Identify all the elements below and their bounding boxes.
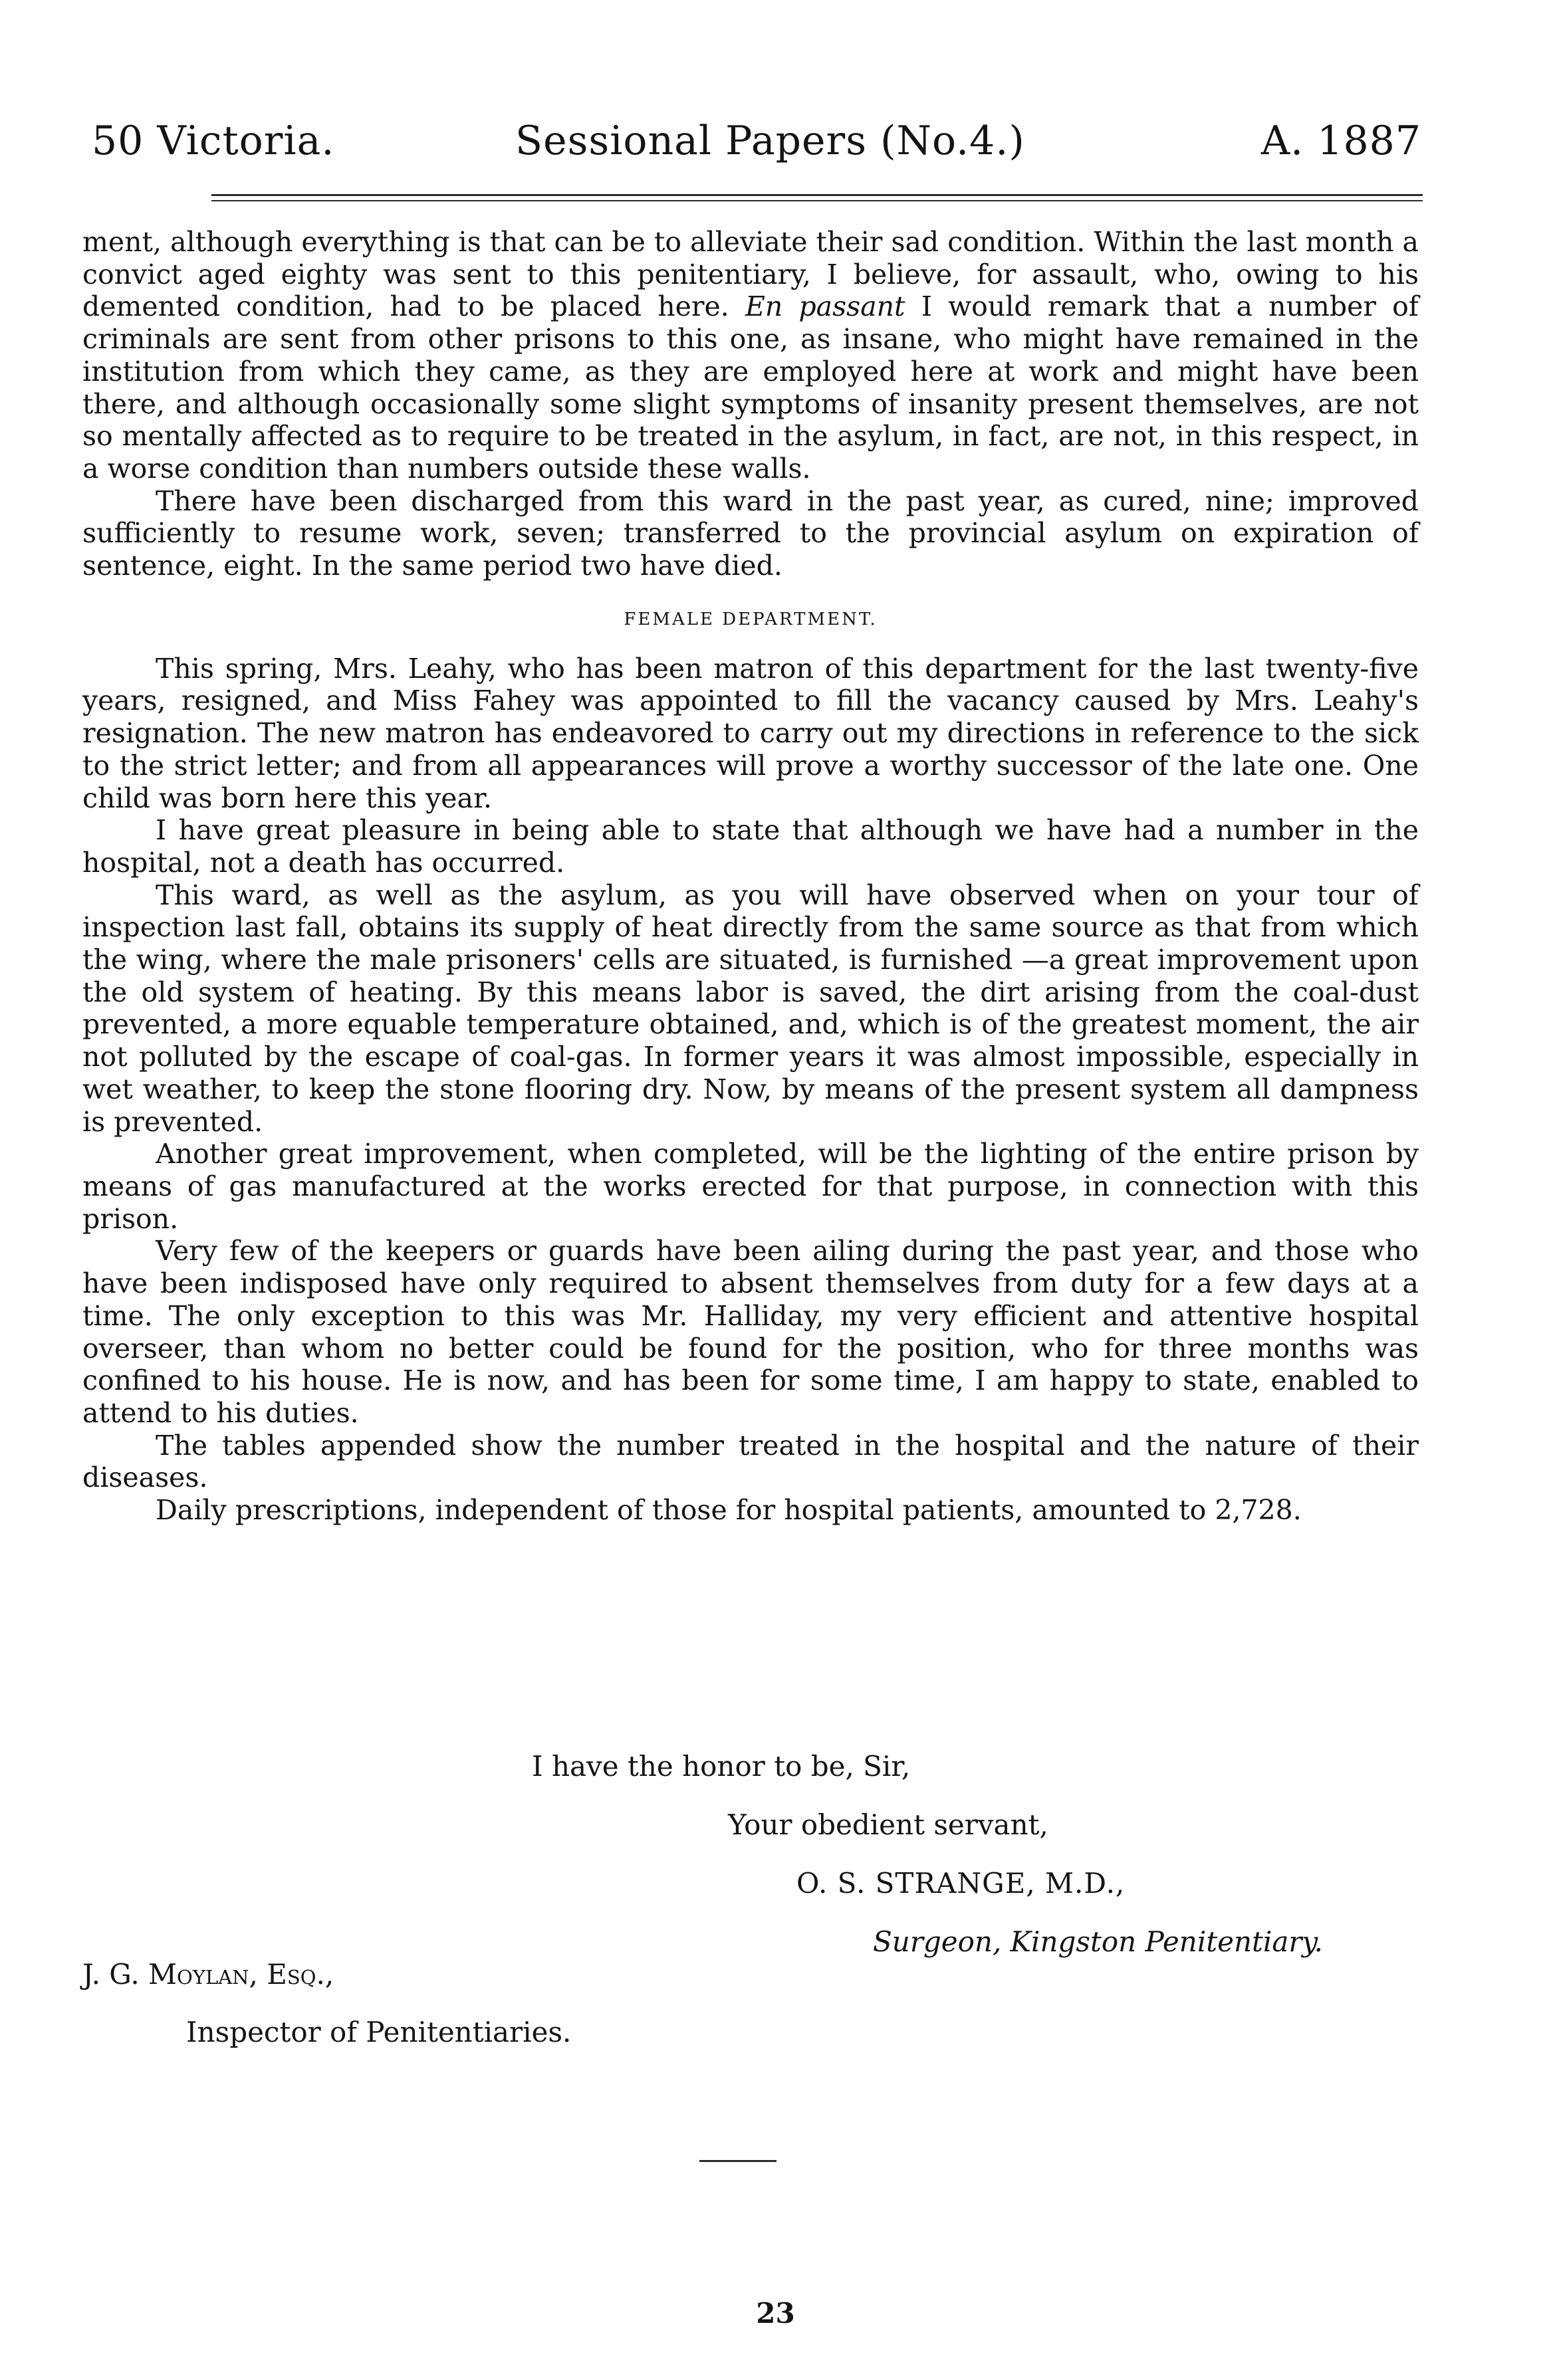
header-year: A. 1887 [1260,118,1421,164]
paragraph: Daily prescriptions, independent of those for hospital patients, amounted to 2,728. [156,1494,1302,1527]
paragraph: Another great improvement, when completed, will be the lighting of the entire prison by means of gas manufactured at the works erected for that purpose, in connection with this prison. [82,1138,1419,1235]
header-rule [211,194,1423,196]
paragraph: Very few of the keepers or guards have been ailing during the past year, and those who have been indisposed have only required to absent themselves from duty for a few days at a time. The only exception to this was Mr. Halliday, my very efficient and attentive hospital overseer, than whom no better could be found for the position, who for three months was confined to his house. He is now, and has been for some time, I am happy to state, enabled to attend to his duties. [82,1235,1419,1429]
report-body [82,226,1419,1527]
paragraph: I have great pleasure in being able to state that although we have had a number in the hospital, not a death has occurred. [82,814,1419,879]
signoff-closing: I have the honor to be, Sir, [532,1750,911,1783]
signoff-valediction: Your obedient servant, [728,1808,1048,1841]
running-header [0,114,1551,167]
signatory-title: Surgeon, Kingston Penitentiary. [873,1925,1323,1958]
addressee-role: Inspector of Penitentiaries. [186,2016,572,2048]
addressee-name: J. G. Moylan, Esq., [82,1958,334,1991]
paragraph: There have been discharged from this ward in the past year, as cured, nine; improved sufficiently to resume work, seven; transferred to the provincial asylum on expiration of sentence, eight. In the same period two have died. [82,485,1419,582]
paragraph: This spring, Mrs. Leahy, who has been matron of this department for the last twenty-five years, resigned, and Miss Fahey was appointed to fill the vacancy caused by Mrs. Leahy's resignation. The new matron has endeavored to carry out my directions in reference to the sick to the strict letter; and from all appearances will prove a worthy successor of the late one. One child was born here this year. [82,652,1419,814]
header-series: Sessional Papers (No.4.) [515,118,1025,164]
paragraph: The tables appended show the number treated in the hospital and the nature of their diseases. [82,1429,1419,1494]
section-heading: FEMALE DEPARTMENT. [624,609,878,629]
italic-phrase: En passant [745,290,905,323]
header-rule-thin [211,200,1423,201]
paragraph: ment, although everything is that can be to alleviate their sad condition. Within the last month a convict aged eighty was sent to this penitentiary, I believe, for assault, who, owing to his demented condition, had to be placed here. En passant I would remark that a number of criminals are sent from other prisons to this one, as insane, who might have remained in the institution from which they came, as they are employed here at work and might have been there, and although occasionally some slight symptoms of insanity present themselves, are not so mentally affected as to require to be treated in the asylum, in fact, are not, in this respect, in a worse condition than numbers outside these walls. [82,226,1419,485]
end-rule [699,2160,776,2162]
page-number: 23 [756,2297,795,2329]
header-volume: 50 Victoria. [92,118,335,164]
signatory-name: O. S. STRANGE, M.D., [796,1867,1126,1899]
paragraph: This ward, as well as the asylum, as you will have observed when on your tour of inspection last fall, obtains its supply of heat directly from the same source as that from which the wing, where the male prisoners' cells are situated, is furnished —a great improvement upon the old system of heating. By this means labor is saved, the dirt arising from the coal-dust prevented, a more equable temperature obtained, and, which is of the greatest moment, the air not polluted by the escape of coal-gas. In former years it was almost impossible, especially in wet weather, to keep the stone flooring dry. Now, by means of the present system all dampness is prevented. [82,879,1419,1138]
